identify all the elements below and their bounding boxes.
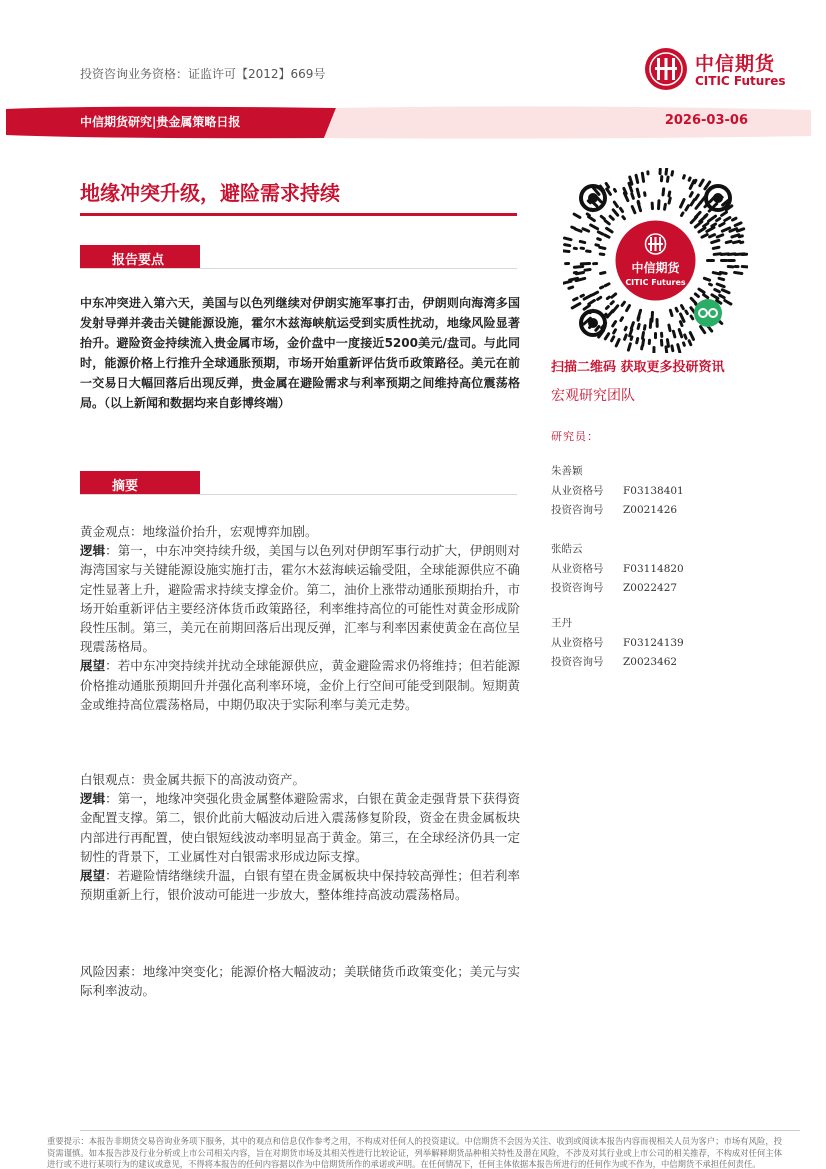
qr-logo-cn: 中信期货 [631,261,680,275]
citic-logo-icon [643,46,689,92]
research-team: 宏观研究团队 [551,388,635,404]
disclaimer-divider [80,1130,800,1131]
analyst-license: F03114820 [623,562,684,575]
analyst-advisory: Z0023462 [623,656,678,668]
analyst-advisory: Z0021426 [623,504,678,516]
qr-code-icon[interactable] [563,168,748,353]
gold-outlook: 展望：若中东冲突持续并扰动全球能源供应，黄金避险需求仍将维持；但若能源价格推动通胀预期回升并强化高利率环境，金价上行空间可能受到限制。短期黄金或维持高位震荡格局，中期仍取决于实际利率与美元走势。 [80,658,520,712]
analyst-heading: 研究员： [551,430,599,443]
report-series-title: 中信期货研究|贵金属策略日报 [80,115,241,129]
analyst-name: 朱善颖 [551,465,583,477]
qualification-note: 投资咨询业务资格：证监许可【2012】669号 [80,67,326,81]
section-abstract-label: 摘要 [112,479,139,494]
citic-futures-logo [643,46,803,96]
analyst-card: 朱善颖 从业资格号 F03138401 投资咨询号 Z0021426 [551,462,684,521]
qr-caption: 扫描二维码 获取更多投研资讯 [551,360,725,375]
report-date: 2026-03-06 [664,113,748,128]
disclaimer: 重要提示：本报告非期货交易咨询业务项下服务，其中的观点和信息仅作参考之用，不构成对任何人的投资建议。中信期货不会因为关注、收到或阅读本报告内容而视相关人员为客户；市场有风险，投资需谨慎。如本报告涉及行业分析或上市公司相关内容，旨在对期货市场及其相关性进行比较论证，列举解释期货品种相关特性及潜在风险，不涉及对其行业或上市公司的相关推荐，不构成对任何主体进行或不进行某项行为的建议或意见，不得将本报告的任何内容据以作为中信期货所作的承诺或声明。在任何情况下，任何主体依据本报告所进行的任何作为或不作为，中信期货不承担任何责任。 [47,1136,782,1169]
analyst-license: F03138401 [623,484,684,497]
silver-outlook: 展望：若避险情绪继续升温，白银有望在贵金属板块中保持较高弹性；但若利率预期重新上行，银价波动可能进一步放大，整体维持高波动震荡格局。 [80,868,520,903]
silver-analysis [80,770,520,904]
risk-factors: 风险因素：地缘冲突变化；能源价格大幅波动；美联储货币政策变化；美元与实际利率波动。 [80,964,520,999]
gold-analysis [80,522,520,714]
gold-view: 黄金观点：地缘溢价抬升，宏观博弈加剧。 [80,524,318,539]
section-key-points [80,245,517,269]
qr-logo-en: CITIC Futures [625,278,686,287]
silver-logic: 逻辑：第一，地缘冲突强化贵金属整体避险需求，白银在黄金走强背景下获得资金配置支撑。第二，银价此前大幅波动后进入震荡修复阶段，资金在贵金属板块内部进行再配置，使白银短线波动率明显高于黄金。第三，在全球经济仍具一定韧性的背景下，工业属性对白银需求形成边际支撑。 [80,791,520,864]
analyst-card: 张皓云 从业资格号 F03114820 投资咨询号 Z0022427 [551,540,684,599]
key-points-summary: 中东冲突进入第六天，美国与以色列继续对伊朗实施军事打击，伊朗则向海湾多国发射导弹并袭击关键能源设施，霍尔木兹海峡航运受到实质性扰动，地缘风险显著抬升。避险资金持续流入贵金属市场，金价盘中一度接近5200美元/盘司。与此同时，能源价格上行推升全球通胀预期，市场开始重新评估货币政策路径。美元在前一交易日大幅回落后出现反弹，贵金属在避险需求与利率预期之间维持高位震荡格局。（以上新闻和数据均来自彭博终端） [80,296,520,410]
logo-english-name: CITIC Futures [695,74,786,88]
header-banner [6,105,811,139]
silver-view: 白银观点：贵金属共振下的高波动资产。 [80,772,306,787]
analyst-advisory: Z0022427 [623,582,678,594]
logo-chinese-name: 中信期货 [695,53,776,75]
analyst-card: 王丹 从业资格号 F03124139 投资咨询号 Z0023462 [551,614,684,673]
analyst-name: 张皓云 [551,543,583,555]
analyst-license: F03124139 [623,636,684,649]
gold-logic: 逻辑：第一，中东冲突持续升级，美国与以色列对伊朗军事行动扩大，伊朗则对海湾国家与关键能源设施实施打击，霍尔木兹海峡运输受阻，全球能源供应不确定性显著上升，避险需求持续支撑金价。第二，油价上涨带动通胀预期抬升，市场开始重新评估主要经济体货币政策路径，利率维持高位的可能性对黄金形成阶段性压制。第三，美元在前期回落后出现反弹，汇率与利率因素使黄金在高位呈现震荡格局。 [80,543,520,655]
section-key-points-label: 报告要点 [112,253,165,268]
analyst-name: 王丹 [551,617,572,629]
section-abstract [80,471,517,495]
page-title: 地缘冲突升级，避险需求持续 [80,181,340,205]
title-divider [80,213,517,216]
